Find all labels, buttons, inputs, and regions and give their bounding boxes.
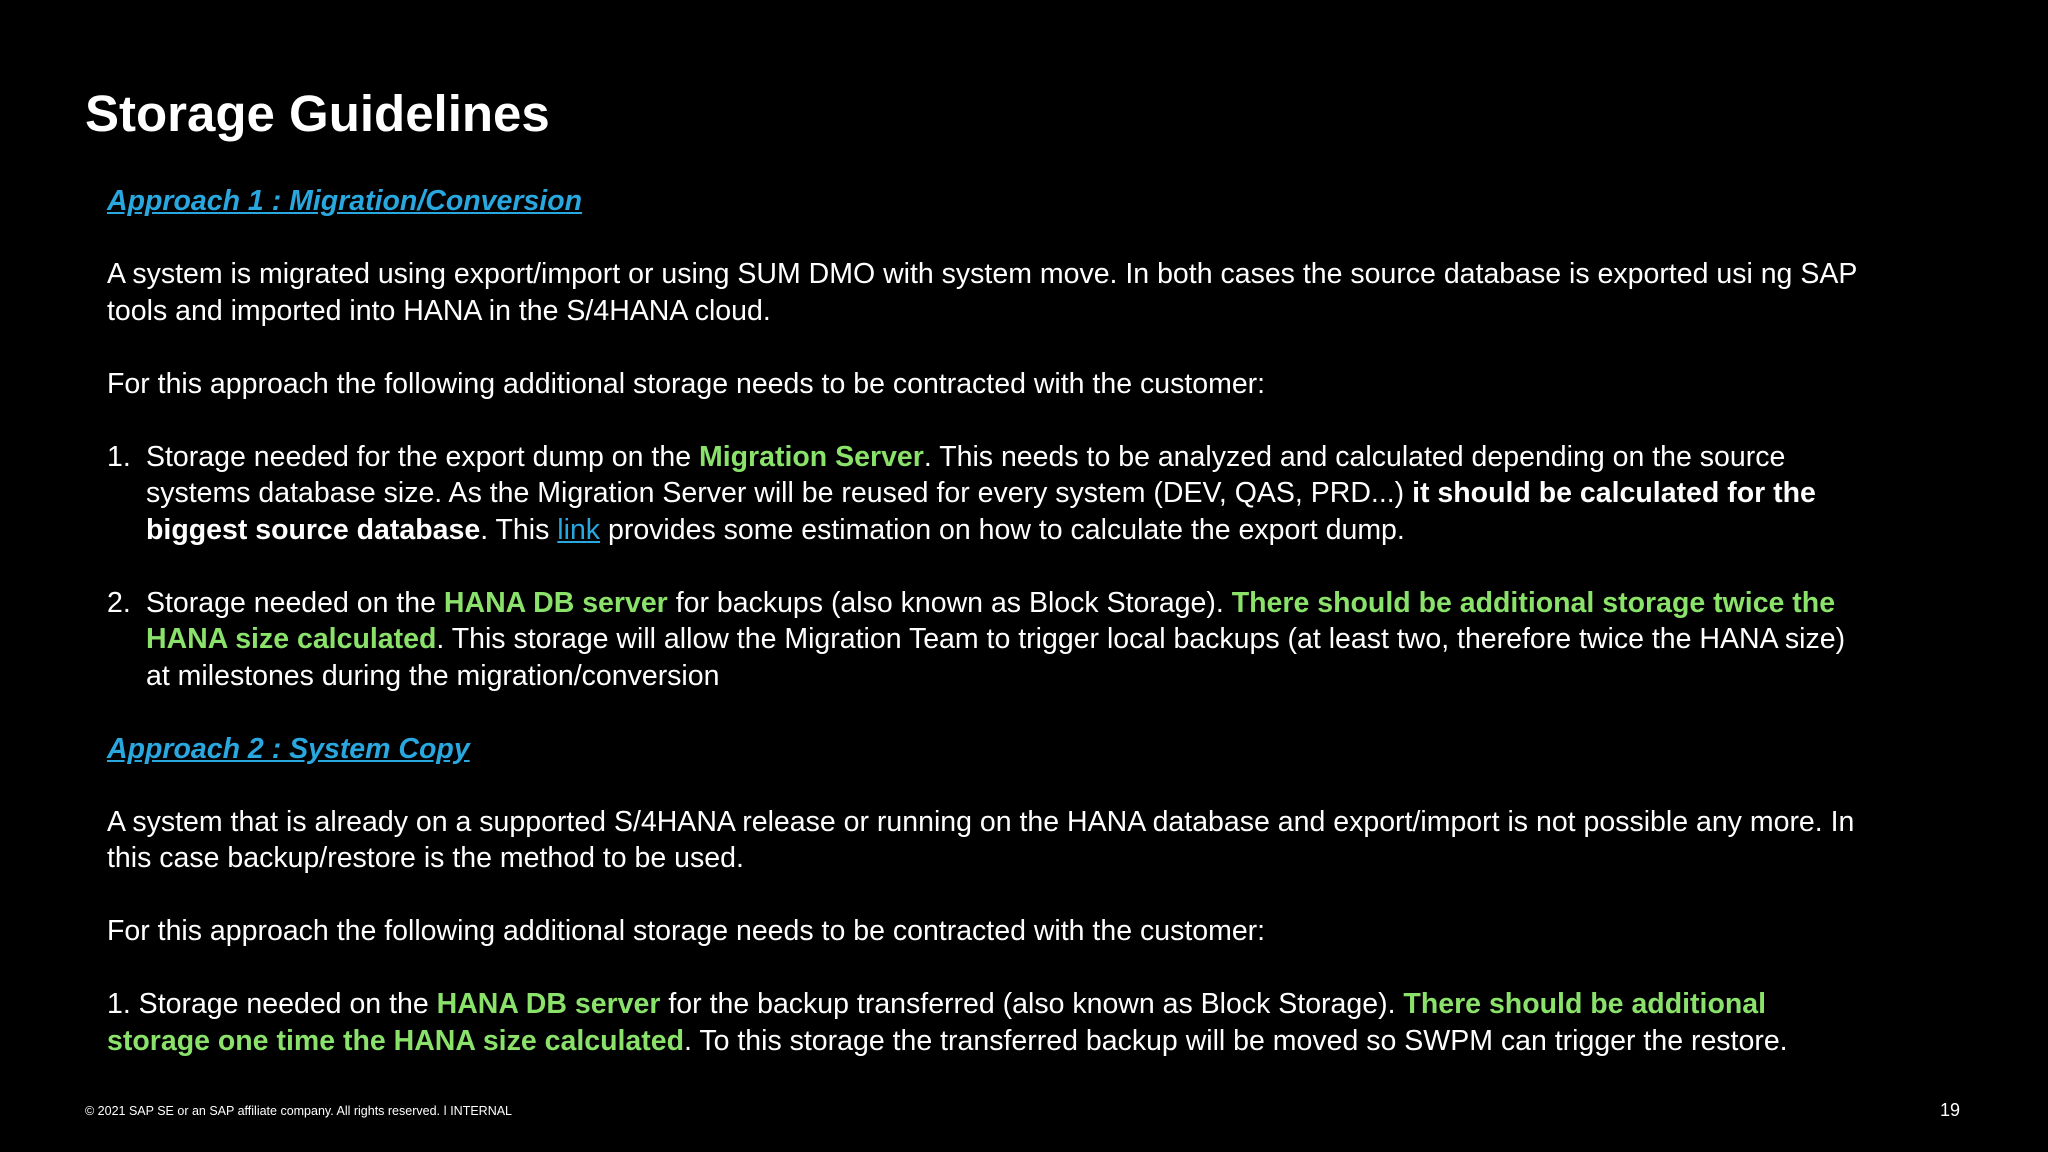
hana-db-server-highlight: HANA DB server [443,586,668,619]
bold-emphasis: it should be calculated for the [1412,477,1816,509]
estimation-link[interactable]: link [557,513,601,546]
list-item-line [146,439,1816,476]
spacer [107,877,1987,914]
spacer [107,402,1987,439]
spacer [107,548,1987,585]
storage-requirement-highlight: HANA size calculated [146,623,437,655]
spacer [107,767,1987,804]
text-run: . This storage will allow the Migration Team to trigger local backups (at least two, therefore twice the HANA size) [436,623,1846,655]
list-item-line [146,585,1845,622]
text-run: systems database size. As the Migration Server will be reused for every system (DEV, QAS, PRD...) [146,477,1413,509]
spacer [107,694,1987,731]
list-number: 2. [107,586,131,619]
spacer [107,220,1987,257]
approach-1-heading[interactable] [107,183,1987,220]
approach-2-storage-intro: For this approach the following additional storage needs to be contracted with the customer: [107,915,1266,947]
storage-requirement-highlight: There should be additional storage twice the [1231,586,1836,619]
hana-db-server-highlight: HANA DB server [436,988,661,1020]
spacer [107,329,1987,366]
spacer [107,950,1987,987]
approach-1-heading-text[interactable]: Approach 1 : Migration/Conversion [107,185,583,217]
text-run: for the backup transferred (also known as Block Storage). [660,988,1404,1020]
migration-server-highlight: Migration Server [698,440,924,473]
approach-2-item-1-line-2 [107,1023,1987,1060]
text-run: . This needs to be analyzed and calculated depending on the source [923,440,1786,473]
list-item-line: at milestones during the migration/conversion [146,659,720,692]
approach-1-intro-line-2: tools and imported into HANA in the S/4HANA cloud. [107,294,771,327]
approach-2-item-1-line-1 [107,986,1987,1023]
text-run: provides some estimation on how to calculate the export dump. [600,513,1405,546]
approach-2-intro-line-1: A system that is already on a supported S/4HANA release or running on the HANA database and export/import is not possible any more. In [107,805,1855,838]
list-item-body [146,439,1816,549]
list-item-body [146,585,1845,695]
approach-1-list-item-2 [107,585,1987,695]
text-run: . This [480,513,558,546]
approach-1-storage-intro: For this approach the following additional storage needs to be contracted with the customer: [107,367,1266,400]
text-run: for backups (also known as Block Storage). [667,586,1232,619]
footer-copyright: © 2021 SAP SE or an SAP affiliate company. All rights reserved. ǀ INTERNAL [85,1104,513,1118]
approach-1-intro-line-1: A system is migrated using export/import or using SUM DMO with system move. In both cases the source database is exported usi ng SAP [107,258,1858,290]
approach-1-list-item-1 [107,439,1987,549]
storage-requirement-highlight: There should be additional [1403,988,1767,1020]
text-run: . To this storage the transferred backup will be moved so SWPM can trigger the restore. [684,1024,1788,1057]
approach-2-heading[interactable] [107,731,1987,768]
slide-title: Storage Guidelines [85,85,550,142]
text-run: Storage needed for the export dump on the [146,440,699,473]
storage-requirement-highlight: storage one time the HANA size calculated [107,1024,685,1057]
list-number: 1. [107,440,131,473]
page-number: 19 [1940,1100,1961,1120]
slide-content [107,183,1987,1059]
list-item-line [146,512,1816,549]
text-run: Storage needed on the [146,586,444,619]
approach-2-heading-text[interactable]: Approach 2 : System Copy [107,732,470,765]
bold-emphasis: biggest source database [146,513,481,546]
approach-2-intro-line-2: this case backup/restore is the method to be used. [107,842,744,874]
list-item-line [146,475,1816,512]
text-run: 1. Storage needed on the [107,988,437,1020]
list-item-line [146,621,1845,658]
